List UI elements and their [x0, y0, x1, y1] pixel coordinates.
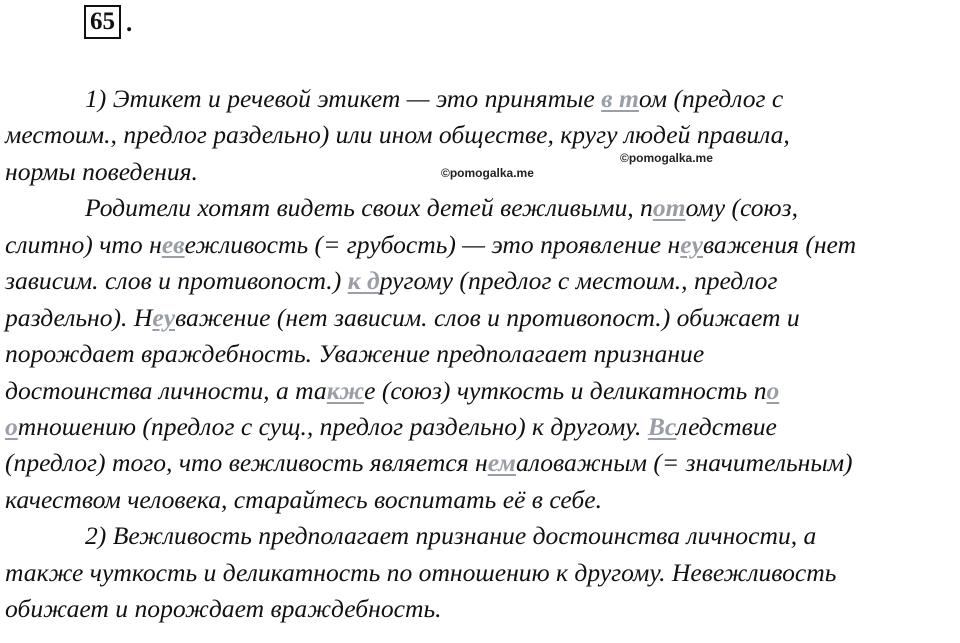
text-line [5, 518, 960, 554]
text-line [5, 555, 960, 591]
text-line [5, 263, 960, 299]
text-segment: местоим., предлог раздельно) или ином обществе, кругу людей правила, [5, 120, 790, 150]
exercise-number: 65 [84, 5, 121, 39]
text-segment: зависим. слов и противопост.) [5, 266, 348, 296]
exercise-number-dot: . [126, 10, 133, 37]
text-line [5, 300, 960, 336]
text-line [5, 445, 960, 481]
text-segment: е (союз) чуткость и деликатность п [364, 375, 767, 405]
text-line [5, 154, 960, 190]
highlighted-letters: о [5, 411, 18, 441]
exercise-text [5, 81, 960, 628]
highlighted-letters: ем [487, 448, 516, 478]
text-segment: качеством человека, старайтесь воспитать её в себе. [5, 484, 602, 514]
text-line [5, 117, 960, 153]
text-line [5, 227, 960, 263]
text-segment: ругому (предлог с местоим., предлог [379, 266, 778, 296]
text-segment: нормы поведения. [5, 156, 198, 186]
text-segment: также чуткость и деликатность по отношению к другому. Невежливость [5, 557, 837, 587]
text-line [5, 190, 960, 226]
text-segment: обижает и порождает враждебность. [5, 594, 442, 624]
highlighted-letters: Вс [647, 411, 677, 441]
highlighted-letters: еу [680, 229, 703, 259]
text-segment: аловажным (= значительным) [515, 448, 853, 478]
text-segment: 2) Вежливость предполагает признание достоинства личности, а [85, 521, 817, 551]
text-segment: порождает враждебность. Уважение предполагает признание [5, 339, 705, 369]
highlighted-letters: кж [326, 375, 365, 405]
text-segment: 1) Этикет и речевой этикет — это принятые [85, 84, 602, 113]
highlighted-letters: еу [152, 302, 176, 332]
text-line [5, 336, 960, 372]
highlighted-letters: ев [161, 229, 185, 259]
text-segment: ежливость (= грубость) — это проявление н [184, 229, 681, 259]
text-segment: ледствие [676, 411, 777, 441]
text-line [5, 373, 960, 409]
text-line [5, 482, 960, 518]
highlighted-letters: о [766, 375, 780, 405]
text-line [5, 591, 960, 627]
text-segment: раздельно). Н [5, 302, 153, 332]
watermark: ©pomogalka.me [620, 151, 713, 165]
watermark: ©pomogalka.me [441, 166, 534, 180]
text-segment: важения (нет [702, 229, 857, 259]
highlighted-letters: в т [601, 84, 639, 113]
text-segment: ому (союз, [685, 193, 798, 223]
text-segment: достоинства личности, а та [5, 375, 327, 405]
text-segment: слитно) что н [5, 229, 162, 259]
highlighted-letters: от [652, 193, 686, 223]
text-segment: Родители хотят видеть своих детей вежливыми, п [85, 193, 653, 223]
text-segment: ом (предлог с [638, 84, 784, 113]
highlighted-letters: к д [347, 266, 380, 296]
text-line [5, 81, 960, 117]
text-line [5, 409, 960, 445]
text-segment: тношению (предлог с сущ., предлог раздельно) к другому. [17, 411, 648, 441]
text-segment: важение (нет зависим. слов и противопост.) обижает и [175, 302, 800, 332]
text-segment: (предлог) того, что вежливость является н [5, 448, 488, 478]
